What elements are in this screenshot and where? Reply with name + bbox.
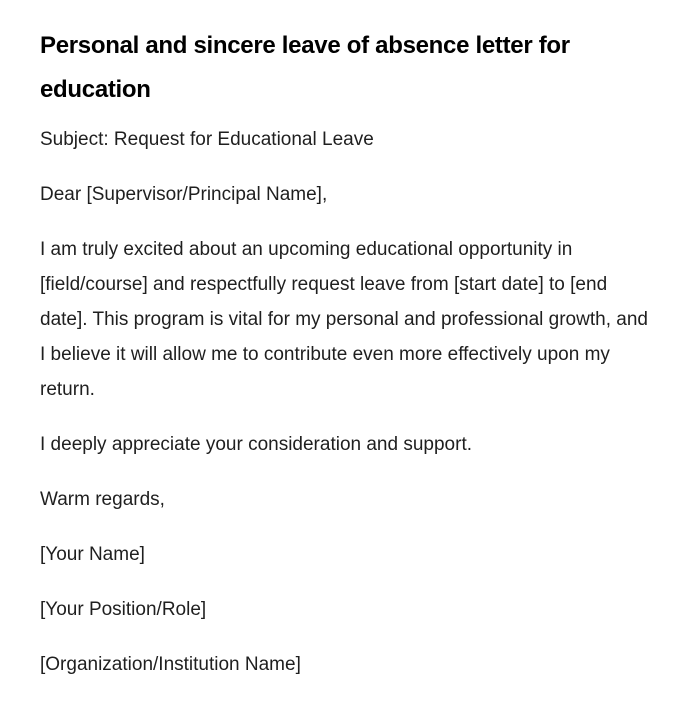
letter-salutation: Dear [Supervisor/Principal Name],	[40, 184, 328, 205]
signature-organization: [Organization/Institution Name]	[40, 654, 301, 675]
letter-closing: Warm regards,	[40, 489, 165, 510]
letter-body: I am truly excited about an upcoming educational opportunity in [field/course] and respectfully request leave from [start date] to [end date]. This program is vital for my personal and professional growth, and I believe it will allow me to contribute even more effectively upon my return.	[40, 239, 648, 400]
letter-appreciation: I deeply appreciate your consideration and support.	[40, 434, 472, 455]
letter-subject: Subject: Request for Educational Leave	[40, 129, 374, 150]
signature-name: [Your Name]	[40, 544, 145, 565]
letter-title: Personal and sincere leave of absence letter for education	[40, 32, 570, 103]
signature-position: [Your Position/Role]	[40, 599, 207, 620]
